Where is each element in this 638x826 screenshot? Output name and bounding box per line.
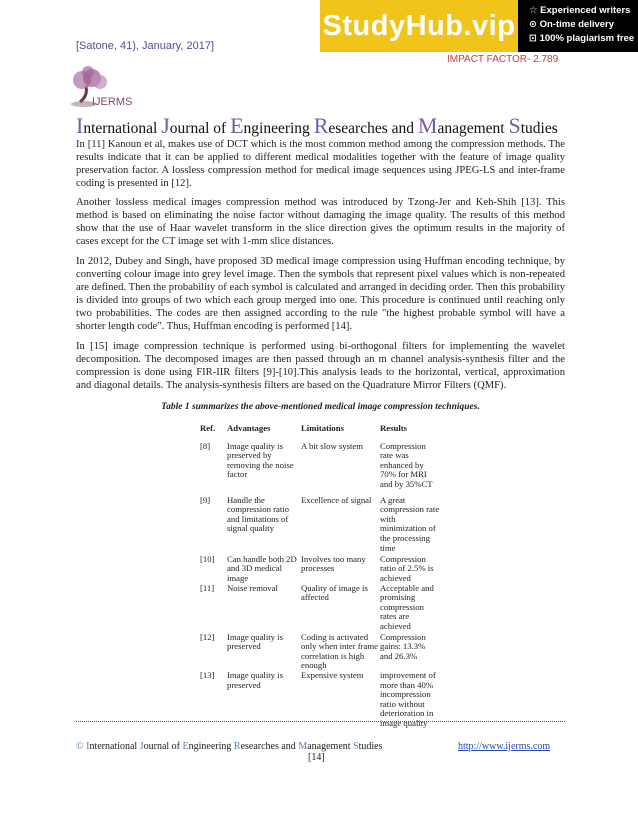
table-caption: Table 1 summarizes the above-mentioned medical image compression techniques. [161,402,480,412]
ad-feature-item: ⊙ On-time delivery [529,19,615,30]
cell-results: Compression ratio of 2.5% is achieved [380,553,434,583]
cell-limitations: Quality of image is affected [301,582,368,603]
table-row [200,555,440,584]
title-rest: ngineering [243,120,314,137]
paragraph-4: In [15] image compression technique is performed using bi-orthogonal filters for implementing the wavelet decomposition. The decomposed images are then passed through an m channel analysis-synthesis filter and the compression is done using FIR-IIR filters [9]-[10].This analysis leads to the horizontal, vertical, approximation and diagonal details. The analysis-synthesis filters are based on the Quadrature Mirror Filters (QMF). [76,341,565,392]
table-row [200,584,440,633]
cell-advantages: Noise removal [227,582,278,593]
footer-rest: esearches and [240,741,299,752]
ad-feature-list [529,4,634,46]
ad-brand-logo[interactable] [320,0,518,52]
cell-ref: [11] [200,582,215,593]
cell-advantages: Image quality is preserved by removing the noise factor [227,440,294,480]
footer-cap: I [86,741,90,752]
cell-limitations: Coding is activated only when inter frame correlation is high enough [301,631,378,671]
title-cap: R [313,113,329,138]
footer-rest: anagement [307,741,354,752]
cell-ref: [13] [200,669,215,680]
cell-ref: [12] [200,631,215,642]
ad-feature-item: ⊡ 100% plagiarism free [529,33,635,44]
cell-ref: [10] [200,553,215,564]
cell-limitations: Excellence of signal [301,494,372,505]
paragraph-1: In [11] Kanoun et al, makes use of DCT which is the most common method among the compression methods. The results indicate that it can be applied to different medical modalities together with the feature of image quality preservation factor. A lossless compression method for medical image sequences using JPEG-LS and inter-frame coding is presented in [12]. [76,139,565,190]
cell-advantages: Can handle both 2D and 3D medical image [227,553,297,583]
cell-limitations: Expensive system [301,669,364,680]
paragraph-2: Another lossless medical images compression method was introduced by Tzong-Jer and Keh-Shih [13]. This method is based on eliminating the noise factor without damaging the image quality. The results of this method show that the use of Haar wavelet transform in the slice direction gives the optimum results in the majority of cases except for the CT image set with 1-mm slice distances. [76,197,565,248]
title-cap: M [417,113,438,138]
table-header-row [200,424,440,442]
journal-title [76,113,558,139]
title-cap: J [161,113,170,138]
cell-ref: [8] [200,440,211,451]
ad-feature-item: ☆ Experienced writers [529,5,631,16]
cell-advantages: Handle the compression ratio and limitations of signal quality [227,494,290,534]
journal-website-link[interactable]: http://www.ijerms.com [458,741,551,752]
header-ref: Ref. [200,423,216,433]
table-row [200,496,440,555]
footer-rest: ournal of [143,741,183,752]
cell-results: improvement of more than 40% incompression ratio without deterioration in image quality [380,669,436,728]
footer-cap: M [298,741,308,752]
cell-results: Compression gains: 13.3% and 26.3% [380,631,426,661]
studyhub-ad-banner[interactable] [320,0,638,52]
footer-divider [76,721,565,722]
title-rest: ournal of [169,120,231,137]
table-row [200,633,440,671]
title-cap: I [76,113,84,138]
title-rest: esearches and [328,120,418,137]
cell-results: Compression rate was enhanced by 70% for MRI and by 35%CT [380,440,433,489]
footer-cap: S [353,741,359,752]
ad-brand-text: StudyHub.vip [322,9,516,42]
table-row [200,671,440,729]
impact-factor: IMPACT FACTOR- 2.789 [447,54,559,65]
cell-limitations: A bit slow system [301,440,364,451]
header-advantages: Advantages [227,423,271,433]
cell-ref: [9] [200,494,211,505]
footer-journal-name [76,741,382,752]
footer-rest: tudies [358,741,383,752]
page-number: [14] [308,752,325,763]
title-cap: E [230,113,244,138]
footer-rest: nternational [89,741,140,752]
title-rest: anagement [437,120,509,137]
paragraph-3: In 2012, Dubey and Singh, have proposed 3D medical image compression using Huffman encoding technique, by converting colour image into grey level image. Then the symbols that represent pixel values which is non-repeated are defined. Then the probability of each symbol is calculated and arranged in deciding order. Then this probability is divided into groups of two which each group merged into one. This procedure is continued until reaching only two probabilities. The codes are then assigned according to the rule "the highest probable symbol will have a shorter length code". Thus, Huffman encoding is performed [14]. [76,256,565,333]
footer-cap: J [139,741,144,752]
table-row [200,442,440,496]
cell-results: Acceptable and promising compression rates are achieved [380,582,434,631]
copyright-symbol: © [76,741,84,752]
header-limitations: Limitations [301,423,344,433]
cell-results: A great compression rate with minimization of the processing time [380,494,440,553]
comparison-table [200,424,440,729]
footer-rest: ngineering [188,741,234,752]
footer-cap: R [233,741,241,752]
cell-advantages: Image quality is preserved [227,669,283,690]
logo-text: IJERMS [92,96,133,108]
header-results: Results [380,423,408,433]
footer-cap: E [182,741,189,752]
cell-advantages: Image quality is preserved [227,631,283,652]
citation-header: [Satone, 41), January, 2017] [76,40,214,52]
title-rest: nternational [83,120,162,137]
title-cap: S [508,113,521,138]
cell-limitations: Involves too many processes [301,553,366,574]
title-rest: tudies [520,120,558,137]
